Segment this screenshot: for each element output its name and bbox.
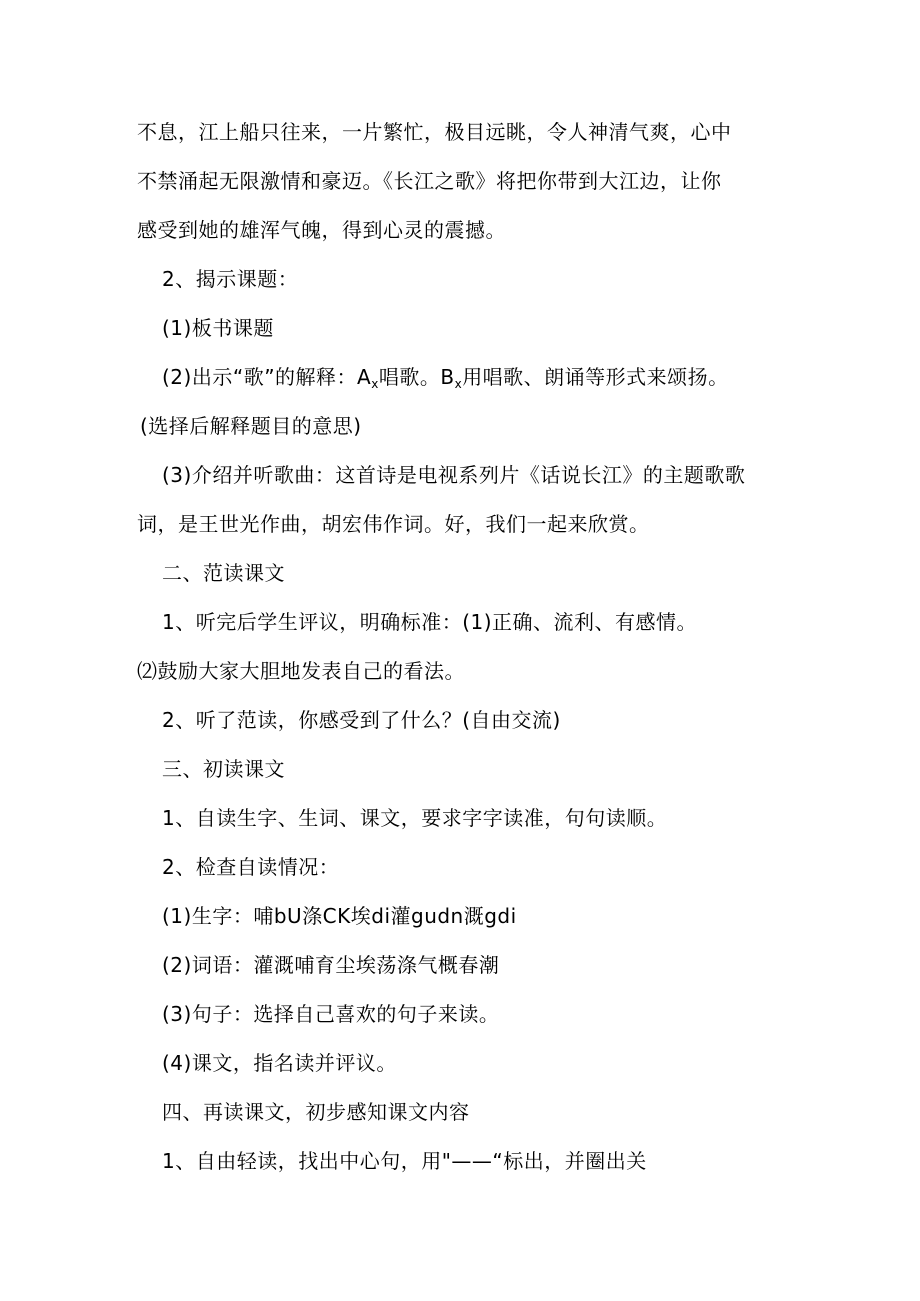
sub-item-song-definition — [162, 363, 729, 398]
definition-text-pre: (2)出示“歌”的解释：A — [162, 365, 372, 389]
item-evaluation-standard: 1、听完后学生评议，明确标准：(1)正确、流利、有感情。 — [162, 610, 698, 634]
sub-item-sentences: (3)句子：选择自己喜欢的句子来读。 — [162, 1002, 500, 1026]
item-what-felt: 2、听了范读，你感受到了什么？(自由交流) — [162, 708, 561, 732]
subscript-a: x — [371, 377, 379, 391]
sub-item-blackboard-title: (1)板书课题 — [162, 316, 274, 340]
paragraph-line-3: 感受到她的雄浑气魄，得到心灵的震撼。 — [137, 218, 506, 242]
item-self-read: 1、自读生字、生词、课文，要求字字读准，句句读顺。 — [162, 806, 668, 830]
note-explain-title: (选择后解释题目的意思) — [140, 414, 362, 438]
sub-item-new-characters: (1)生字：哺bU涤CK埃di灌gudn溉gdi — [162, 904, 517, 928]
subscript-b: x — [454, 377, 463, 391]
item-check-reading: 2、检查自读情况： — [162, 855, 340, 879]
section-heading-first-reading: 三、初读课文 — [162, 757, 285, 781]
paragraph-line-2: 不禁涌起无限激情和豪迈。《长江之歌》将把你带到大江边，让你 — [137, 169, 722, 193]
section-heading-model-reading: 二、范读课文 — [162, 561, 285, 585]
sub-item-text-reading: (4)课文，指名读并评议。 — [162, 1051, 397, 1075]
definition-text-mid: 唱歌。B — [378, 365, 455, 389]
paragraph-line-1: 不息，江上船只往来，一片繁忙，极目远眺，令人神清气爽，心中 — [137, 120, 732, 144]
item-find-central-sentence: 1、自由轻读，找出中心句，用"——“标出，并圈出关 — [162, 1149, 647, 1173]
paragraph-line-song-credits: 词，是王世光作曲，胡宏伟作词。好，我们一起来欣赏。 — [137, 512, 650, 536]
section-heading-reread: 四、再读课文，初步感知课文内容 — [162, 1100, 470, 1124]
sub-item-introduce-song: (3)介绍并听歌曲：这首诗是电视系列片《话说长江》的主题歌歌 — [162, 463, 746, 487]
item-encourage-opinions: ⑵鼓励大家大胆地发表自己的看法。 — [137, 659, 465, 683]
sub-item-vocabulary: (2)词语：灌溉哺育尘埃荡涤气概春潮 — [162, 953, 500, 977]
definition-text-post: 用唱歌、朗诵等形式来颂扬。 — [462, 365, 729, 389]
section-item-reveal-topic: 2、揭示课题： — [162, 267, 299, 291]
